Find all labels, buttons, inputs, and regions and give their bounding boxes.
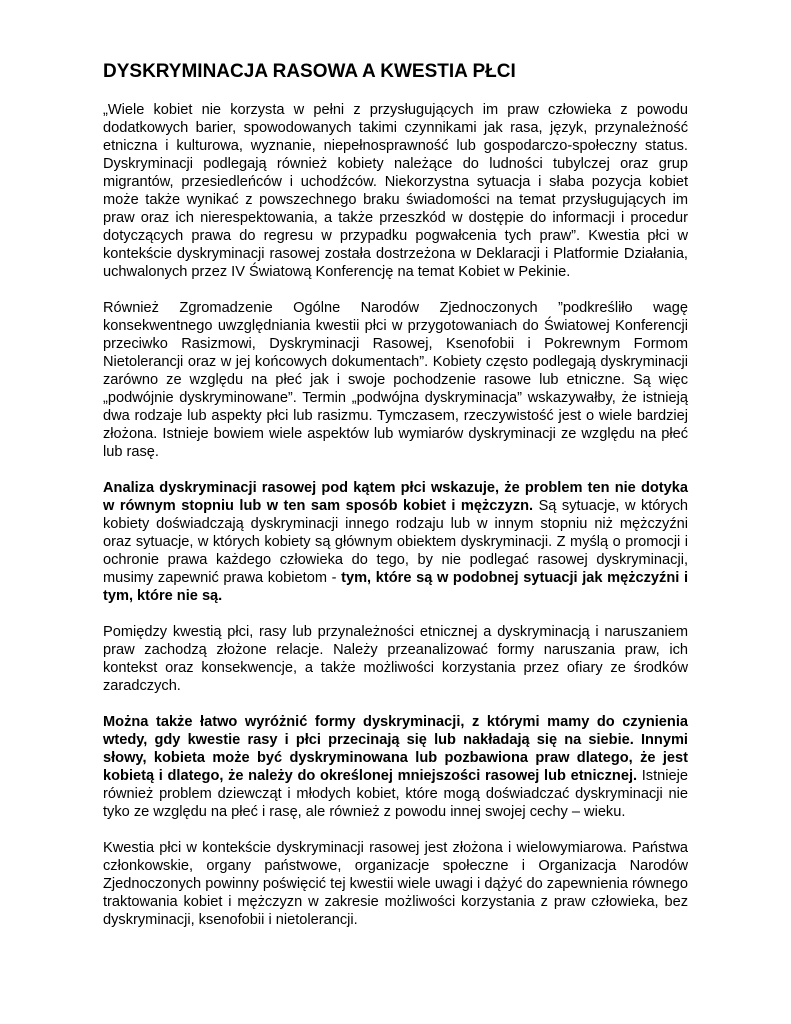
paragraph-1-run-1: „Wiele kobiet nie korzysta w pełni z przysługujących im praw człowieka z powodu dodatkowych barier, spowodowanych takimi czynnikami jak rasa, język, przynależność etniczna i kulturowa, wyznanie, niepełnosprawność lub gospodarczo-społeczny status. Dyskryminacji podlegają również kobiety należące do ludności tubylczej oraz grup migrantów, przesiedleńców i uchodźców. Niekorzystna sytuacja i słaba pozycja kobiet może także wynikać z powszechnego braku świadomości na temat przysługujących im praw oraz ich nierespektowania, a także przeszkód w dostępie do informacji i procedur dotyczących prawa do regresu w przypadku pogwałcenia tych praw”. Kwestia płci w kontekście dyskryminacji rasowej została dostrzeżona w Deklaracji i Platformie Działania, uchwalonych przez IV Światową Konferencję na temat Kobiet w Pekinie.	[103, 102, 688, 280]
paragraph-3-run-2: Są sytuacje, w których kobiety doświadczają dyskryminacji innego rodzaju lub w innym stopniu niż mężczyźni oraz sytuacje, w których kobiety są głównym obiektem dyskryminacji. Z myślą o promocji i ochronie prawa każdego człowieka do tego, by nie podlegać rasowej dyskryminacji, musimy zapewnić prawa kobietom -	[103, 498, 688, 586]
document-page	[103, 60, 688, 947]
paragraph-3	[103, 479, 688, 605]
paragraph-3-bold-run-3: tym, które są w podobnej sytuacji jak mężczyźni i tym, które nie są.	[103, 570, 689, 604]
paragraph-4-run-1: Pomiędzy kwestią płci, rasy lub przynależności etnicznej a dyskryminacją i naruszaniem praw zachodzą złożone relacje. Należy przeanalizować formy naruszania praw, ich kontekst oraz konsekwencje, a także możliwości korzystania przez ofiary ze środków zaradczych.	[103, 624, 688, 694]
paragraph-5	[103, 713, 688, 821]
paragraph-3-bold-run-1: Analiza dyskryminacji rasowej pod kątem płci wskazuje, że problem ten nie dotyka w równym stopniu lub w ten sam sposób kobiet i mężczyzn.	[103, 480, 688, 514]
paragraph-5-bold-run-1: Można także łatwo wyróżnić formy dyskryminacji, z którymi mamy do czynienia wtedy, gdy kwestie rasy i płci przecinają się lub nakładają się na siebie. Innymi słowy, kobieta może być dyskryminowana lub pozbawiona praw dlatego, że jest kobietą i dlatego, że należy do określonej mniejszości rasowej lub etnicznej.	[103, 714, 688, 784]
paragraph-5-run-2: Istnieje również problem dziewcząt i młodych kobiet, które mogą doświadczać dyskryminacji nie tyko ze względu na płeć i rasę, ale również z powodu innej swojej cechy – wieku.	[103, 768, 688, 820]
paragraph-2-run-1: Również Zgromadzenie Ogólne Narodów Zjednoczonych ”podkreśliło wagę konsekwentnego uwzględniania kwestii płci w przygotowaniach do Światowej Konferencji przeciwko Rasizmowi, Dyskryminacji Rasowej, Ksenofobii i Pokrewnym Formom Nietolerancji oraz w jej końcowych dokumentach”. Kobiety często podlegają dyskryminacji zarówno ze względu na płeć jak i swoje pochodzenie rasowe lub etniczne. Są więc „podwójnie dyskryminowane”. Termin „podwójna dyskryminacja” wskazywałby, że istnieją dwa rodzaje lub aspekty płci lub rasizmu. Tymczasem, rzeczywistość jest o wiele bardziej złożona. Istnieje bowiem wiele aspektów lub wymiarów dyskryminacji ze względu na płeć lub rasę.	[103, 300, 688, 460]
paragraph-6-run-1: Kwestia płci w kontekście dyskryminacji rasowej jest złożona i wielowymiarowa. Państwa członkowskie, organy państwowe, organizacje społeczne i Organizacja Narodów Zjednoczonych powinny poświęcić tej kwestii wiele uwagi i dążyć do zapewnienia równego traktowania kobiet i mężczyzn w zakresie możliwości korzystania z praw człowieka, bez dyskryminacji, ksenofobii i nietolerancji.	[103, 840, 688, 928]
paragraph-1	[103, 101, 688, 281]
document-title: DYSKRYMINACJA RASOWA A KWESTIA PŁCI	[103, 61, 516, 82]
paragraph-2	[103, 299, 688, 461]
paragraph-4	[103, 623, 688, 695]
paragraph-6	[103, 839, 688, 929]
